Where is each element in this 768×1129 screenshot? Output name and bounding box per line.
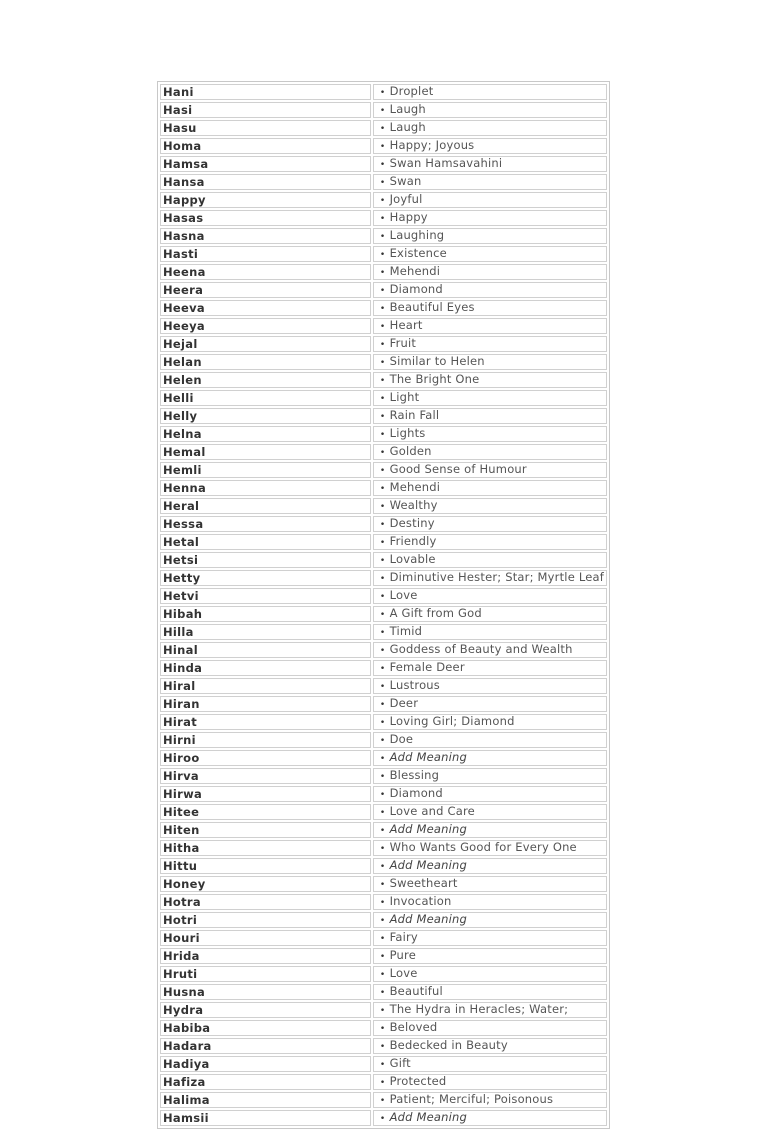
meaning-cell xyxy=(373,840,607,856)
meaning-cell xyxy=(373,408,607,424)
meaning-text: Rain Fall xyxy=(389,408,440,422)
name-cell: Hotra xyxy=(160,894,371,910)
table-row xyxy=(160,768,607,784)
bullet-icon: • xyxy=(379,682,386,692)
bullet-icon: • xyxy=(379,826,386,836)
table-row xyxy=(160,390,607,406)
meaning-cell xyxy=(373,894,607,910)
bullet-icon: • xyxy=(379,178,386,188)
meaning-cell xyxy=(373,984,607,1000)
name-cell: Hadiya xyxy=(160,1056,371,1072)
meaning-text: Sweetheart xyxy=(389,876,458,890)
meaning-cell xyxy=(373,192,607,208)
bullet-icon: • xyxy=(379,412,386,422)
meaning-cell xyxy=(373,462,607,478)
meaning-text: Laughing xyxy=(389,228,445,242)
meaning-cell xyxy=(373,552,607,568)
meaning-cell xyxy=(373,876,607,892)
meaning-text: Mehendi xyxy=(389,480,441,494)
name-cell: Heral xyxy=(160,498,371,514)
bullet-icon: • xyxy=(379,1042,386,1052)
table-row xyxy=(160,120,607,136)
meaning-cell xyxy=(373,282,607,298)
table-row xyxy=(160,948,607,964)
name-cell: Houri xyxy=(160,930,371,946)
bullet-icon: • xyxy=(379,430,386,440)
name-cell: Hasna xyxy=(160,228,371,244)
table-row xyxy=(160,1074,607,1090)
table-row xyxy=(160,642,607,658)
meaning-cell xyxy=(373,444,607,460)
meaning-cell xyxy=(373,1038,607,1054)
bullet-icon: • xyxy=(379,1060,386,1070)
table-row xyxy=(160,354,607,370)
bullet-icon: • xyxy=(379,448,386,458)
meaning-cell xyxy=(373,120,607,136)
meaning-cell xyxy=(373,390,607,406)
bullet-icon: • xyxy=(379,610,386,620)
bullet-icon: • xyxy=(379,952,386,962)
name-cell: Hittu xyxy=(160,858,371,874)
bullet-icon: • xyxy=(379,898,386,908)
meaning-text: Happy xyxy=(389,210,428,224)
table-row xyxy=(160,1020,607,1036)
bullet-icon: • xyxy=(379,106,386,116)
table-row xyxy=(160,84,607,100)
meaning-cell xyxy=(373,300,607,316)
bullet-icon: • xyxy=(379,1024,386,1034)
meaning-cell xyxy=(373,138,607,154)
table-row xyxy=(160,156,607,172)
table-row xyxy=(160,174,607,190)
table-row xyxy=(160,570,607,586)
table-row xyxy=(160,1092,607,1108)
name-cell: Hetty xyxy=(160,570,371,586)
table-row xyxy=(160,1110,607,1126)
bullet-icon: • xyxy=(379,322,386,332)
name-cell: Hydra xyxy=(160,1002,371,1018)
bullet-icon: • xyxy=(379,988,386,998)
table-row xyxy=(160,318,607,334)
meaning-text: Diminutive Hester; Star; Myrtle Leaf xyxy=(389,570,604,584)
meaning-cell xyxy=(373,588,607,604)
name-cell: Homa xyxy=(160,138,371,154)
meaning-text: Lustrous xyxy=(389,678,440,692)
meaning-cell xyxy=(373,642,607,658)
table-row xyxy=(160,930,607,946)
table-row xyxy=(160,444,607,460)
meaning-text: Deer xyxy=(389,696,419,710)
bullet-icon: • xyxy=(379,250,386,260)
bullet-icon: • xyxy=(379,232,386,242)
meaning-cell xyxy=(373,750,607,766)
name-cell: Helly xyxy=(160,408,371,424)
bullet-icon: • xyxy=(379,700,386,710)
name-cell: Helen xyxy=(160,372,371,388)
meaning-text: Loving Girl; Diamond xyxy=(389,714,515,728)
name-cell: Happy xyxy=(160,192,371,208)
name-cell: Hafiza xyxy=(160,1074,371,1090)
table-row xyxy=(160,336,607,352)
name-cell: Husna xyxy=(160,984,371,1000)
bullet-icon: • xyxy=(379,862,386,872)
table-row xyxy=(160,300,607,316)
table-row xyxy=(160,714,607,730)
name-cell: Hejal xyxy=(160,336,371,352)
name-cell: Habiba xyxy=(160,1020,371,1036)
table-row xyxy=(160,228,607,244)
meaning-text: Destiny xyxy=(389,516,435,530)
meaning-text: Protected xyxy=(389,1074,447,1088)
name-cell: Honey xyxy=(160,876,371,892)
meaning-text: Friendly xyxy=(389,534,437,548)
table-row xyxy=(160,984,607,1000)
bullet-icon: • xyxy=(379,160,386,170)
bullet-icon: • xyxy=(379,1114,386,1124)
meaning-cell xyxy=(373,822,607,838)
table-row xyxy=(160,516,607,532)
meaning-text: Love and Care xyxy=(389,804,475,818)
name-cell: Hrida xyxy=(160,948,371,964)
meaning-cell xyxy=(373,264,607,280)
name-cell: Helli xyxy=(160,390,371,406)
table-row xyxy=(160,660,607,676)
meaning-cell xyxy=(373,426,607,442)
name-cell: Hetal xyxy=(160,534,371,550)
meaning-text: Light xyxy=(389,390,420,404)
bullet-icon: • xyxy=(379,916,386,926)
meaning-cell xyxy=(373,336,607,352)
add-meaning-link[interactable]: Add Meaning xyxy=(389,912,468,926)
bullet-icon: • xyxy=(379,808,386,818)
meaning-text: Fruit xyxy=(389,336,417,350)
name-cell: Helna xyxy=(160,426,371,442)
bullet-icon: • xyxy=(379,538,386,548)
table-row xyxy=(160,138,607,154)
meaning-cell xyxy=(373,228,607,244)
meaning-text: Happy; Joyous xyxy=(389,138,475,152)
bullet-icon: • xyxy=(379,502,386,512)
meaning-cell xyxy=(373,174,607,190)
table-row xyxy=(160,426,607,442)
table-row xyxy=(160,804,607,820)
meaning-text: Heart xyxy=(389,318,423,332)
name-cell: Hamsa xyxy=(160,156,371,172)
bullet-icon: • xyxy=(379,142,386,152)
meaning-cell xyxy=(373,246,607,262)
bullet-icon: • xyxy=(379,934,386,944)
bullet-icon: • xyxy=(379,214,386,224)
table-row xyxy=(160,822,607,838)
name-cell: Hinda xyxy=(160,660,371,676)
add-meaning-link[interactable]: Add Meaning xyxy=(389,750,468,764)
meaning-cell xyxy=(373,786,607,802)
meaning-cell xyxy=(373,318,607,334)
name-cell: Hasti xyxy=(160,246,371,262)
table-row xyxy=(160,966,607,982)
table-row xyxy=(160,1002,607,1018)
name-cell: Halima xyxy=(160,1092,371,1108)
bullet-icon: • xyxy=(379,394,386,404)
meaning-cell xyxy=(373,84,607,100)
name-cell: Hiral xyxy=(160,678,371,694)
meaning-text: Who Wants Good for Every One xyxy=(389,840,577,854)
meaning-cell xyxy=(373,678,607,694)
name-cell: Hirva xyxy=(160,768,371,784)
bullet-icon: • xyxy=(379,970,386,980)
name-cell: Hadara xyxy=(160,1038,371,1054)
meaning-text: Laugh xyxy=(389,102,426,116)
name-cell: Hansa xyxy=(160,174,371,190)
bullet-icon: • xyxy=(379,304,386,314)
meaning-cell xyxy=(373,210,607,226)
meaning-text: Good Sense of Humour xyxy=(389,462,527,476)
name-cell: Hessa xyxy=(160,516,371,532)
table-row xyxy=(160,1056,607,1072)
table-row xyxy=(160,246,607,262)
names-meanings-table xyxy=(157,81,610,1129)
meaning-text: Mehendi xyxy=(389,264,441,278)
bullet-icon: • xyxy=(379,484,386,494)
table-row xyxy=(160,894,607,910)
table-row xyxy=(160,102,607,118)
bullet-icon: • xyxy=(379,646,386,656)
table-row xyxy=(160,840,607,856)
meaning-text: Bedecked in Beauty xyxy=(389,1038,508,1052)
table-row xyxy=(160,282,607,298)
meaning-text: Doe xyxy=(389,732,414,746)
meaning-cell xyxy=(373,480,607,496)
table-row xyxy=(160,696,607,712)
meaning-text: Pure xyxy=(389,948,416,962)
bullet-icon: • xyxy=(379,556,386,566)
meaning-text: The Bright One xyxy=(389,372,480,386)
name-cell: Hiroo xyxy=(160,750,371,766)
name-cell: Hitee xyxy=(160,804,371,820)
meaning-text: Love xyxy=(389,966,418,980)
meaning-cell xyxy=(373,534,607,550)
meaning-cell xyxy=(373,714,607,730)
meaning-cell xyxy=(373,1110,607,1126)
table-row xyxy=(160,462,607,478)
meaning-text: Diamond xyxy=(389,282,443,296)
bullet-icon: • xyxy=(379,1078,386,1088)
meaning-text: Invocation xyxy=(389,894,452,908)
name-cell: Hirat xyxy=(160,714,371,730)
bullet-icon: • xyxy=(379,664,386,674)
name-cell: Hinal xyxy=(160,642,371,658)
add-meaning-link[interactable]: Add Meaning xyxy=(389,858,468,872)
meaning-text: The Hydra in Heracles; Water; xyxy=(389,1002,569,1016)
bullet-icon: • xyxy=(379,358,386,368)
meaning-cell xyxy=(373,1002,607,1018)
meaning-cell xyxy=(373,1056,607,1072)
meaning-cell xyxy=(373,768,607,784)
meaning-text: Gift xyxy=(389,1056,411,1070)
meaning-text: Beloved xyxy=(389,1020,438,1034)
meaning-cell xyxy=(373,516,607,532)
meaning-text: Female Deer xyxy=(389,660,465,674)
meaning-text: Lovable xyxy=(389,552,436,566)
bullet-icon: • xyxy=(379,718,386,728)
name-cell: Heeya xyxy=(160,318,371,334)
name-cell: Hruti xyxy=(160,966,371,982)
table-row xyxy=(160,858,607,874)
meaning-cell xyxy=(373,660,607,676)
names-table-body xyxy=(160,84,607,1126)
table-row xyxy=(160,1038,607,1054)
table-row xyxy=(160,372,607,388)
table-row xyxy=(160,876,607,892)
meaning-text: Fairy xyxy=(389,930,418,944)
meaning-cell xyxy=(373,372,607,388)
bullet-icon: • xyxy=(379,574,386,584)
name-cell: Heeva xyxy=(160,300,371,316)
meaning-text: A Gift from God xyxy=(389,606,482,620)
meaning-text: Love xyxy=(389,588,418,602)
meaning-text: Blessing xyxy=(389,768,440,782)
table-row xyxy=(160,264,607,280)
meaning-text: Existence xyxy=(389,246,447,260)
bullet-icon: • xyxy=(379,196,386,206)
bullet-icon: • xyxy=(379,520,386,530)
meaning-text: Goddess of Beauty and Wealth xyxy=(389,642,573,656)
name-cell: Hitha xyxy=(160,840,371,856)
meaning-cell xyxy=(373,498,607,514)
meaning-text: Similar to Helen xyxy=(389,354,485,368)
name-cell: Hirwa xyxy=(160,786,371,802)
table-row xyxy=(160,552,607,568)
meaning-text: Golden xyxy=(389,444,432,458)
add-meaning-link[interactable]: Add Meaning xyxy=(389,822,468,836)
meaning-cell xyxy=(373,948,607,964)
name-cell: Heera xyxy=(160,282,371,298)
meaning-cell xyxy=(373,804,607,820)
bullet-icon: • xyxy=(379,772,386,782)
name-cell: Hetsi xyxy=(160,552,371,568)
table-row xyxy=(160,210,607,226)
meaning-cell xyxy=(373,1092,607,1108)
meaning-text: Laugh xyxy=(389,120,426,134)
name-cell: Hasu xyxy=(160,120,371,136)
name-cell: Hiten xyxy=(160,822,371,838)
meaning-cell xyxy=(373,624,607,640)
name-cell: Hamsii xyxy=(160,1110,371,1126)
bullet-icon: • xyxy=(379,466,386,476)
table-row xyxy=(160,606,607,622)
name-cell: Hotri xyxy=(160,912,371,928)
table-row xyxy=(160,678,607,694)
meaning-text: Lights xyxy=(389,426,426,440)
name-cell: Heena xyxy=(160,264,371,280)
meaning-text: Droplet xyxy=(389,84,434,98)
name-cell: Hani xyxy=(160,84,371,100)
meaning-cell xyxy=(373,912,607,928)
meaning-text: Diamond xyxy=(389,786,443,800)
table-row xyxy=(160,408,607,424)
bullet-icon: • xyxy=(379,376,386,386)
table-row xyxy=(160,786,607,802)
add-meaning-link[interactable]: Add Meaning xyxy=(389,1110,468,1124)
meaning-text: Beautiful Eyes xyxy=(389,300,475,314)
bullet-icon: • xyxy=(379,340,386,350)
table-row xyxy=(160,624,607,640)
meaning-text: Swan xyxy=(389,174,422,188)
name-cell: Helan xyxy=(160,354,371,370)
table-row xyxy=(160,912,607,928)
bullet-icon: • xyxy=(379,124,386,134)
meaning-cell xyxy=(373,930,607,946)
table-row xyxy=(160,192,607,208)
name-cell: Hetvi xyxy=(160,588,371,604)
bullet-icon: • xyxy=(379,844,386,854)
bullet-icon: • xyxy=(379,736,386,746)
table-row xyxy=(160,498,607,514)
meaning-cell xyxy=(373,1020,607,1036)
meaning-cell xyxy=(373,858,607,874)
meaning-text: Patient; Merciful; Poisonous xyxy=(389,1092,554,1106)
name-cell: Hasas xyxy=(160,210,371,226)
name-cell: Hibah xyxy=(160,606,371,622)
bullet-icon: • xyxy=(379,268,386,278)
meaning-text: Timid xyxy=(389,624,423,638)
bullet-icon: • xyxy=(379,1096,386,1106)
meaning-cell xyxy=(373,732,607,748)
meaning-text: Wealthy xyxy=(389,498,438,512)
meaning-cell xyxy=(373,156,607,172)
meaning-cell xyxy=(373,966,607,982)
name-cell: Hemli xyxy=(160,462,371,478)
meaning-cell xyxy=(373,102,607,118)
meaning-text: Joyful xyxy=(389,192,423,206)
name-cell: Henna xyxy=(160,480,371,496)
table-row xyxy=(160,480,607,496)
bullet-icon: • xyxy=(379,286,386,296)
meaning-cell xyxy=(373,570,607,586)
bullet-icon: • xyxy=(379,592,386,602)
meaning-cell xyxy=(373,1074,607,1090)
table-row xyxy=(160,588,607,604)
name-cell: Hiran xyxy=(160,696,371,712)
bullet-icon: • xyxy=(379,1006,386,1016)
name-cell: Hemal xyxy=(160,444,371,460)
bullet-icon: • xyxy=(379,754,386,764)
meaning-cell xyxy=(373,606,607,622)
bullet-icon: • xyxy=(379,880,386,890)
bullet-icon: • xyxy=(379,790,386,800)
meaning-cell xyxy=(373,354,607,370)
name-cell: Hilla xyxy=(160,624,371,640)
table-row xyxy=(160,732,607,748)
meaning-text: Beautiful xyxy=(389,984,443,998)
bullet-icon: • xyxy=(379,88,386,98)
table-row xyxy=(160,750,607,766)
bullet-icon: • xyxy=(379,628,386,638)
meaning-text: Swan Hamsavahini xyxy=(389,156,503,170)
meaning-cell xyxy=(373,696,607,712)
name-cell: Hirni xyxy=(160,732,371,748)
name-cell: Hasi xyxy=(160,102,371,118)
table-row xyxy=(160,534,607,550)
